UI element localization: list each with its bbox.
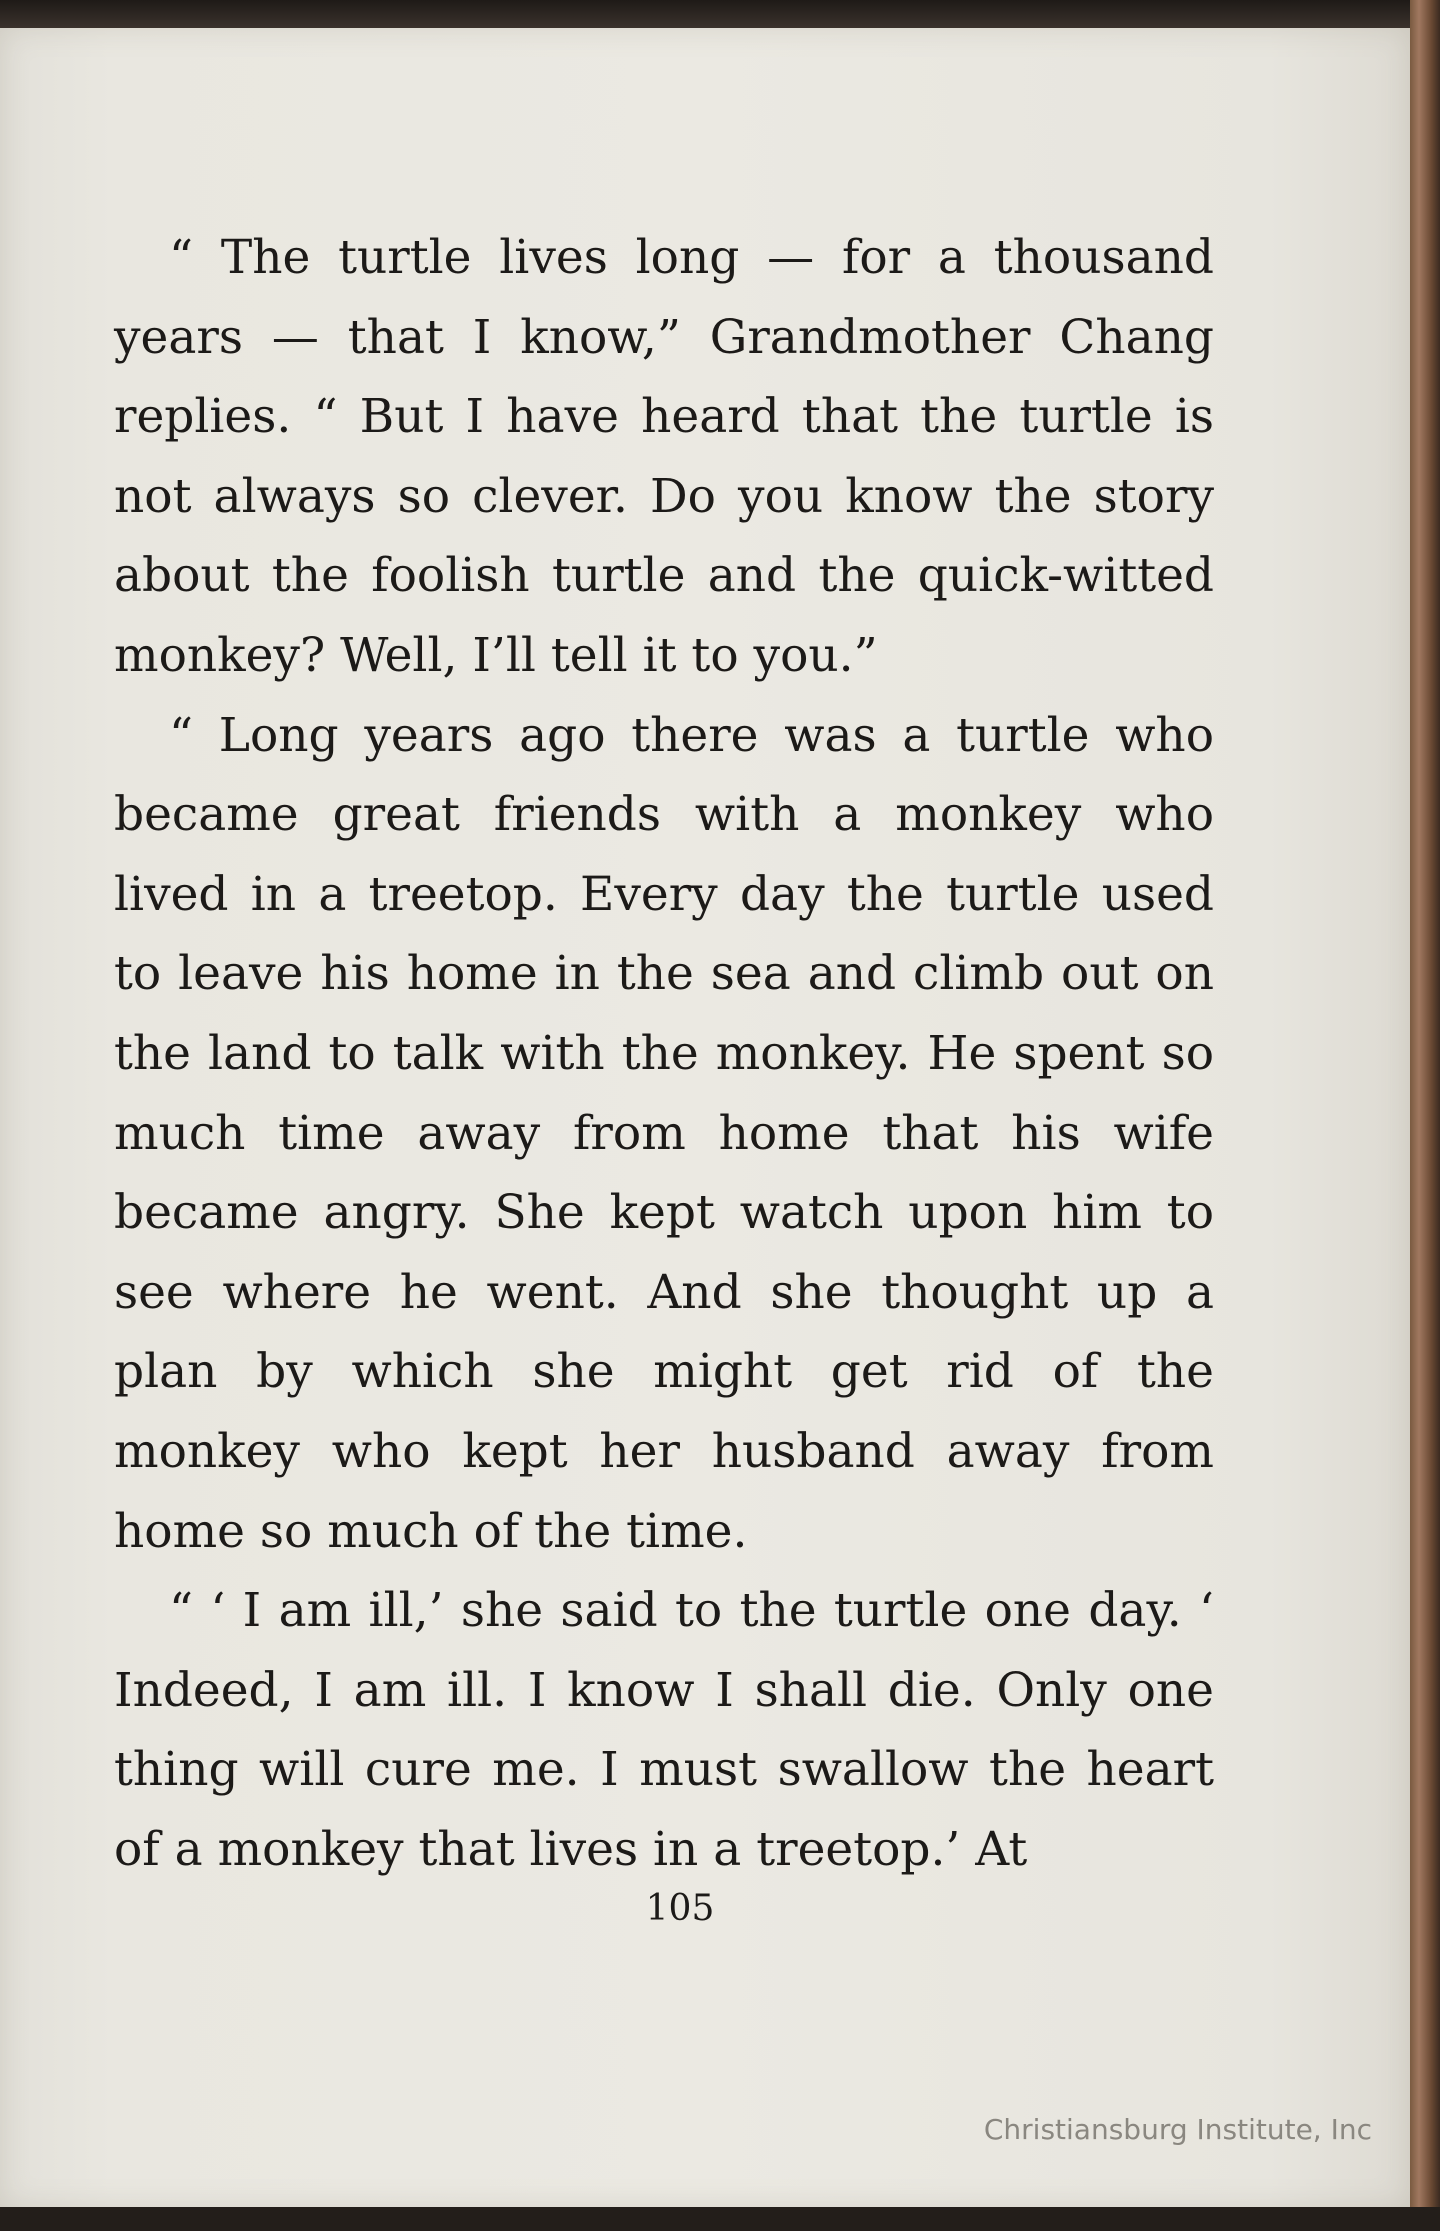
book-bottom-edge — [0, 2207, 1440, 2231]
paragraph: “ ‘ I am ill,’ she said to the turtle one day. ‘ Indeed, I am ill. I know I shall die. Only one thing will cure me. I must swallow the heart of a monkey that lives in a treetop.’ At — [114, 1583, 1214, 1877]
page-number: 105 — [645, 1888, 715, 1929]
watermark: Christiansburg Institute, Inc — [983, 2113, 1372, 2146]
book-page — [0, 28, 1410, 2208]
book-spine — [1410, 0, 1440, 2231]
page-text — [114, 218, 1214, 1889]
paragraph: “ Long years ago there was a turtle who became great friends with a monkey who lived in a treetop. Every day the turtle used to leave his home in the sea and climb out on the land to talk with the monkey. He spent so much time away from home that his wife became angry. She kept watch upon him to see where he went. And she thought up a plan by which she might get rid of the monkey who kept her husband away from home so much of the time. — [114, 707, 1214, 1559]
book-top-edge — [0, 0, 1440, 30]
paragraph: “ The turtle lives long — for a thousand years — that I know,” Grandmother Chang replies. “ But I have heard that the turtle is not always so clever. Do you know the story about the foolish turtle and the quick-witted monkey? Well, I’ll tell it to you.” — [114, 230, 1214, 683]
